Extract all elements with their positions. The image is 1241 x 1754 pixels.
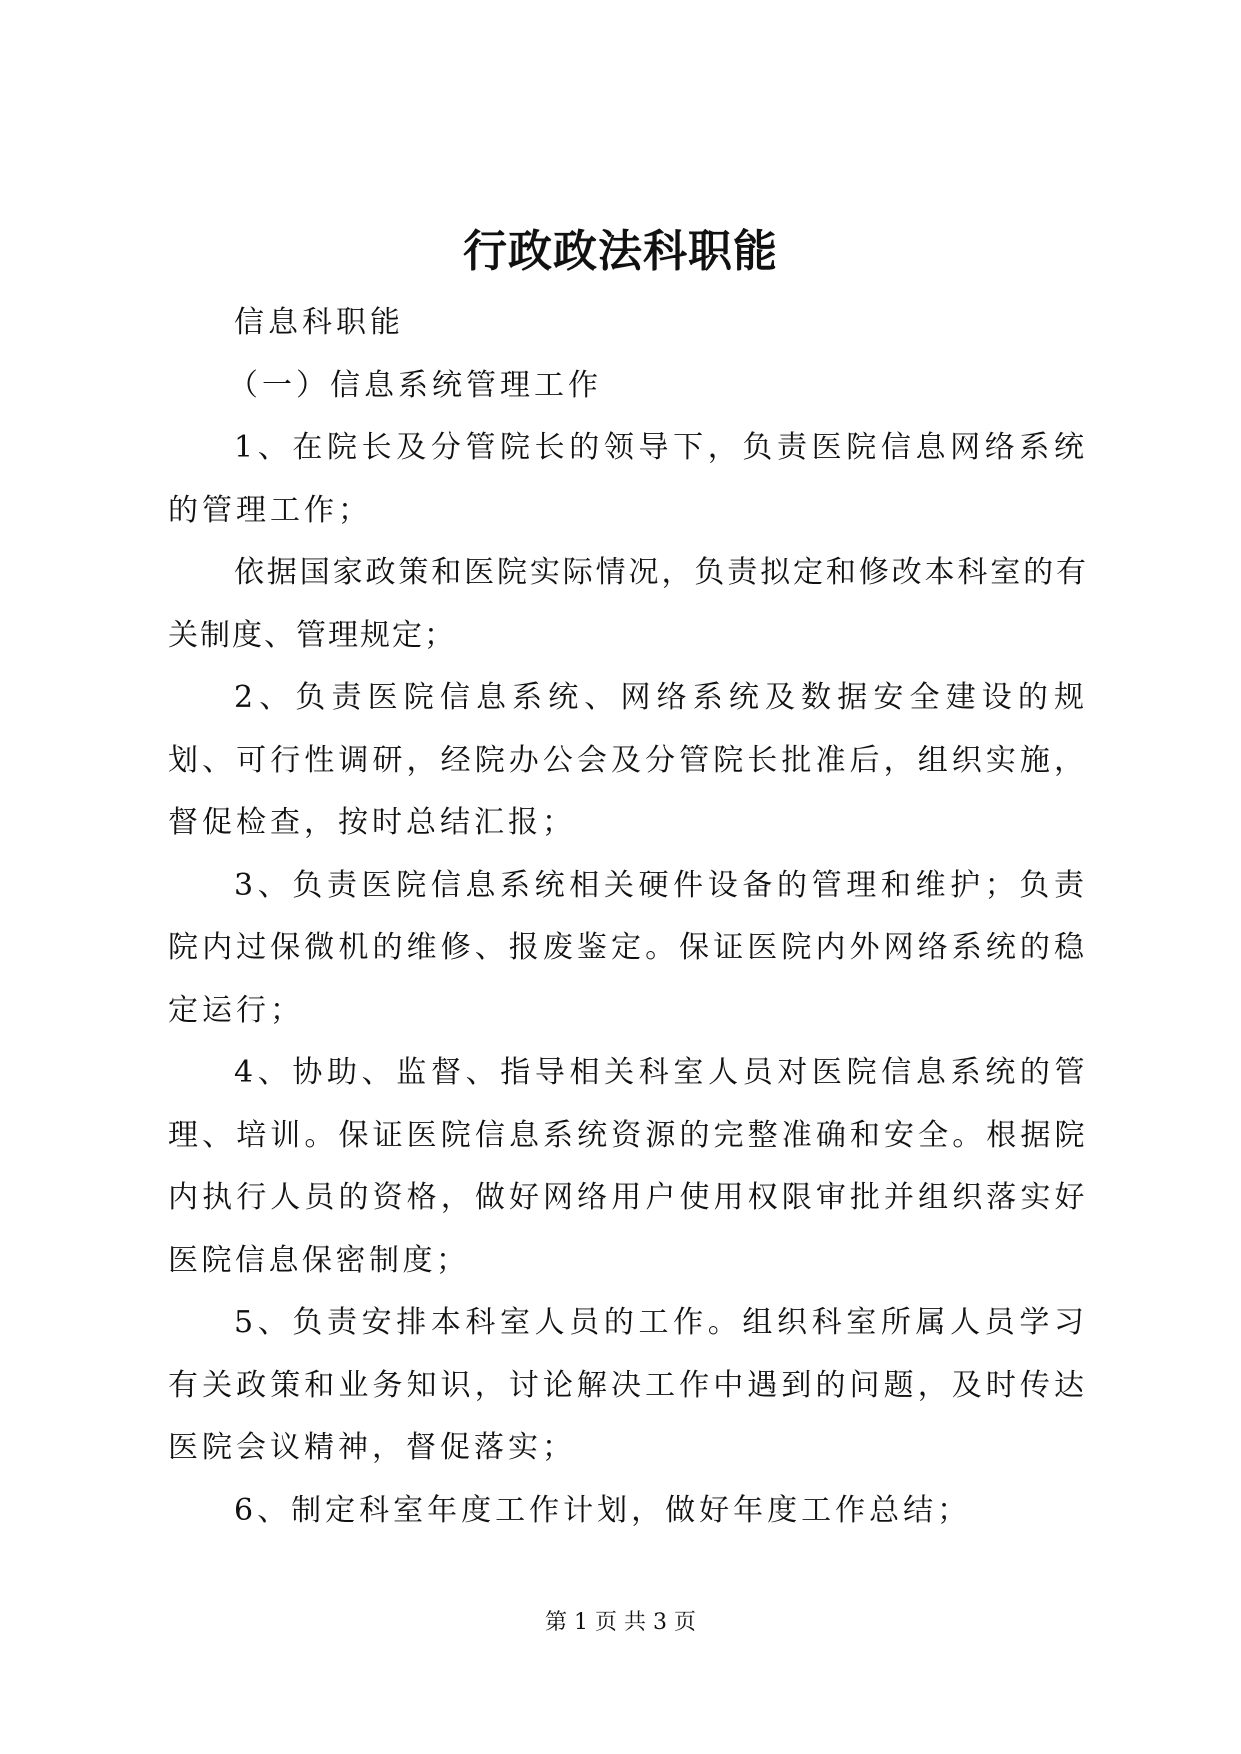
paragraph-item-2: 2、负责医院信息系统、网络系统及数据安全建设的规划、可行性调研，经院办公会及分管院长批准后，组织实施，督促检查，按时总结汇报； <box>168 680 1088 840</box>
paragraph-section-heading: （一）信息系统管理工作 <box>228 367 602 403</box>
paragraph-item-4: 4、协助、监督、指导相关科室人员对医院信息系统的管理、培训。保证医院信息系统资源的完整准确和安全。根据院内执行人员的资格，做好网络用户使用权限审批并组织落实好医院信息保密制度； <box>168 1055 1088 1278</box>
document-body <box>168 292 1088 1542</box>
document-title: 行政政法科职能 <box>463 226 778 277</box>
paragraph-item-1: 1、在院长及分管院长的领导下，负责医院信息网络系统的管理工作； <box>168 430 1088 528</box>
paragraph-item-6: 6、制定科室年度工作计划，做好年度工作总结； <box>234 1492 972 1528</box>
paragraph-item-5: 5、负责安排本科室人员的工作。组织科室所属人员学习有关政策和业务知识，讨论解决工作中遇到的问题，及时传达医院会议精神，督促落实； <box>168 1305 1088 1465</box>
paragraph-item-policy: 依据国家政策和医院实际情况，负责拟定和修改本科室的有关制度、管理规定； <box>168 555 1088 653</box>
page-number: 第 1 页 共 3 页 <box>545 1610 696 1635</box>
paragraph-heading: 信息科职能 <box>234 305 404 340</box>
paragraph-item-3: 3、负责医院信息系统相关硬件设备的管理和维护；负责院内过保微机的维修、报废鉴定。保证医院内外网络系统的稳定运行； <box>168 867 1088 1028</box>
